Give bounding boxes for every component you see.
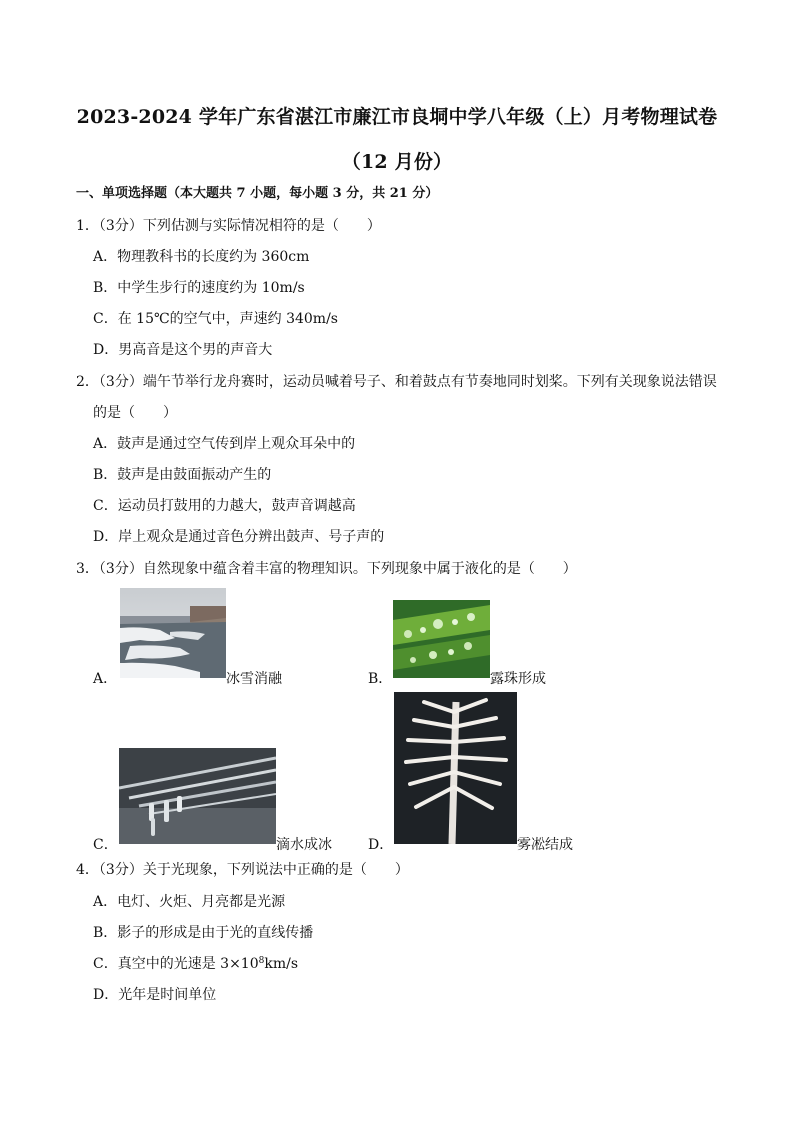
question-3-option-a-label: 冰雪消融 xyxy=(226,671,282,687)
question-3-option-c-label: 滴水成冰 xyxy=(276,837,332,853)
section-heading: 一、单项选择题（本大题共 7 小题，每小题 3 分，共 21 分） xyxy=(76,186,439,201)
question-2-option-a: A．鼓声是通过空气传到岸上观众耳朵中的 xyxy=(93,436,356,452)
question-1-option-c: C．在 15℃的空气中，声速约 340m/s xyxy=(93,311,338,327)
question-4-option-a: A．电灯、火炬、月亮都是光源 xyxy=(93,894,286,910)
question-1-option-b: B．中学生步行的速度约为 10m/s xyxy=(93,280,305,296)
question-2-option-c: C．运动员打鼓用的力越大，鼓声音调越高 xyxy=(93,498,356,514)
question-2-option-b: B．鼓声是由鼓面振动产生的 xyxy=(93,467,272,483)
exam-subtitle: （12 月份） xyxy=(341,151,453,173)
question-2-option-d: D．岸上观众是通过音色分辨出鼓声、号子声的 xyxy=(93,529,385,545)
question-3-stem: 3．（3分）自然现象中蕴含着丰富的物理知识。下列现象中属于液化的是（ ） xyxy=(76,561,577,577)
question-4-option-c xyxy=(93,955,298,973)
question-4-option-c-text: C．真空中的光速是 3×10 xyxy=(93,956,259,972)
rime-frost-image xyxy=(394,692,517,844)
question-2-stem-continued: 的是（ ） xyxy=(93,405,177,421)
question-2-stem: 2．（3分）端午节举行龙舟赛时，运动员喊着号子、和着鼓点有节奏地同时划桨。下列有关现象说法错误 xyxy=(76,374,717,390)
question-3-option-b-letter: B． xyxy=(368,671,393,687)
question-1-option-d: D．男高音是这个男的声音大 xyxy=(93,342,273,358)
question-4-option-d: D．光年是时间单位 xyxy=(93,987,217,1003)
question-3-option-a-letter: A． xyxy=(93,671,118,687)
question-4-stem: 4．（3分）关于光现象，下列说法中正确的是（ ） xyxy=(76,862,409,878)
question-3-option-d-label: 雾凇结成 xyxy=(517,837,573,853)
question-1-option-a: A．物理教科书的长度约为 360cm xyxy=(93,249,310,265)
icicles-image xyxy=(119,748,276,844)
question-3-option-b-label: 露珠形成 xyxy=(490,671,546,687)
question-4-option-c-exponent: 8 xyxy=(258,956,265,966)
question-3-option-c-letter: C． xyxy=(93,837,118,853)
question-3-option-d-letter: D． xyxy=(368,837,394,853)
exam-title: 2023-2024 学年广东省湛江市廉江市良垌中学八年级（上）月考物理试卷 xyxy=(76,106,718,128)
question-4-option-c-unit: km/s xyxy=(264,956,299,972)
snow-melting-image xyxy=(120,588,226,678)
question-4-option-b: B．影子的形成是由于光的直线传播 xyxy=(93,925,314,941)
question-1-stem: 1．（3分）下列估测与实际情况相符的是（ ） xyxy=(76,218,381,234)
dew-drops-image xyxy=(393,600,490,678)
